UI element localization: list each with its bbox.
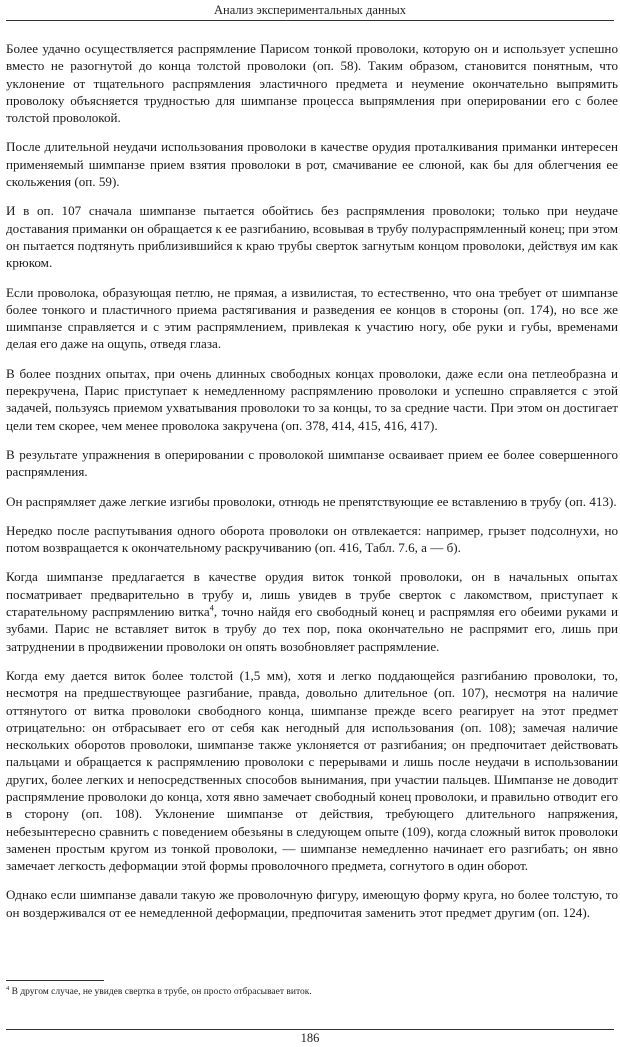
paragraph: Более удачно осуществляется распрямление Парисом тонкой проволоки, которую он и использует успешно вместо не разогнутой до конца толстой проволоки (оп. 58). Таким образом, становится понятным, что уклонение от тщательного распрямления эластичного предмета и неумение окончательно выпрямить проволоку объясняется трудностью для шимпанзе процесса выпрямления при оперировании его с более толстой проволокой. (6, 41, 618, 126)
paragraph-with-footnote-ref (6, 568, 618, 654)
paragraph: В более поздних опытах, при очень длинных свободных концах проволоки, даже если она петлеобразна и перекручена, Парис приступает к немедленному распрямлению проволоки и успешно справляется с этой задачей, пользуясь приемом ухватывания проволоки то за концы, то за средние части. При этом он достигает цели тем скорее, чем менее проволока закручена (оп. 378, 414, 415, 416, 417). (6, 365, 618, 433)
footnote (6, 986, 614, 998)
page-number: 186 (300, 1031, 320, 1045)
footnote-ref-marker[interactable]: 4 (209, 602, 214, 613)
footnote-text: В другом случае, не увидев свертка в трубе, он просто отбрасывает виток. (11, 987, 312, 997)
footnote-divider (6, 980, 104, 981)
paragraph: После длительной неудачи использования проволоки в качестве орудия проталкивания приманки интересен применяемый шимпанзе прием взятия проволоки в рот, смачивание ее слюной, как бы для облегчения ее скольжения (оп. 59). (6, 139, 618, 190)
paragraph: Однако если шимпанзе давали такую же проволочную фигуру, имеющую форму круга, но более толстую, то он воздерживался от ее немедленной деформации, предпочитая заменить этот предмет другим (оп. 124). (6, 887, 618, 920)
body-text (6, 40, 618, 933)
paragraph: В результате упражнения в оперировании с проволокой шимпанзе осваивает прием ее более совершенного распрямления. (6, 446, 618, 480)
paragraph-text: , точно найдя его свободный конец и распрямляя его обеими руками и зубами. Парис не вставляет виток в трубу до тех пор, пока окончательно не распрямит его, лишь при затруднении в продвижении проволоки он опять возобновляет распрямление. (6, 604, 618, 654)
paragraph: И в оп. 107 сначала шимпанзе пытается обойтись без распрямления проволоки; только при неудаче доставания приманки он обращается к ее разгибанию, всовывая в трубу полураспрямленный конец; при этом он пытается подтянуть приблизившийся к краю трубы сверток загнутым концом проволоки, действуя им как крюком. (6, 203, 618, 271)
paragraph: Когда ему дается виток более толстой (1,5 мм), хотя и легко поддающейся разгибанию проволоки, то, несмотря на предшествующее разгибание, правда, довольно длительное (оп. 107), несмотря на наличие оттянутого от витка проволоки свободного конца, шимпанзе прежде всего реагирует на этот предмет отрицательно: он отбрасывает его от себя как негодный для использования (оп. 108); замечая наличие нескольких оборотов проволоки, шимпанзе также уклоняется от разгибания; он предпочитает действовать пальцами и обращается к распрямлению проволоки с перерывами и лишь после неудачи в использовании других, более легких и непосредственных способов вынимания, при участии пальцев. Шимпанзе не доводит распрямление проволоки до конца, хотя явно замечает свободный конец проволоки, и правильно отводит его в сторону (оп. 108). Уклонение шимпанзе от действия, требующего длительного напряжения, небезынтересно сравнить с поведением обезьяны в следующем опыте (109), когда сложный виток проволоки заменен простым кругом из тонкой проволоки, — шимпанзе немедленно начинает его разгибать; он явно замечает легкость деформации этой формы проволочного предмета, согнутого в один оборот. (6, 667, 618, 874)
paragraph: Он распрямляет даже легкие изгибы проволоки, отнюдь не препятствующие ее вставлению в трубу (оп. 413). (6, 493, 617, 509)
header-divider (6, 20, 614, 21)
paragraph: Если проволока, образующая петлю, не прямая, а извилистая, то естественно, что она требует от шимпанзе более тонкого и пластичного приема растягивания и разведения ее концов в стороны (оп. 174), но все же шимпанзе справляется и с этим распрямлением, привлекая к участию ногу, обе руки и губы, временами делая его даже на ощупь, отведя глаза. (6, 284, 618, 352)
footnote-marker: 4 (6, 984, 10, 992)
paragraph: Нередко после распутывания одного оборота проволоки он отвлекается: например, грызет подсолнухи, но потом возвращается к окончательному раскручиванию (оп. 416, Табл. 7.6, а — б). (6, 522, 618, 556)
running-head: Анализ экспериментальных данных (214, 3, 406, 17)
paragraph-text: Когда шимпанзе предлагается в качестве орудия виток тонкой проволоки, он в начальных опытах посматривает предварительно в трубу и, лишь увидев в трубе сверток с лакомством, приступает к старательному распрямлению витка (6, 569, 618, 620)
